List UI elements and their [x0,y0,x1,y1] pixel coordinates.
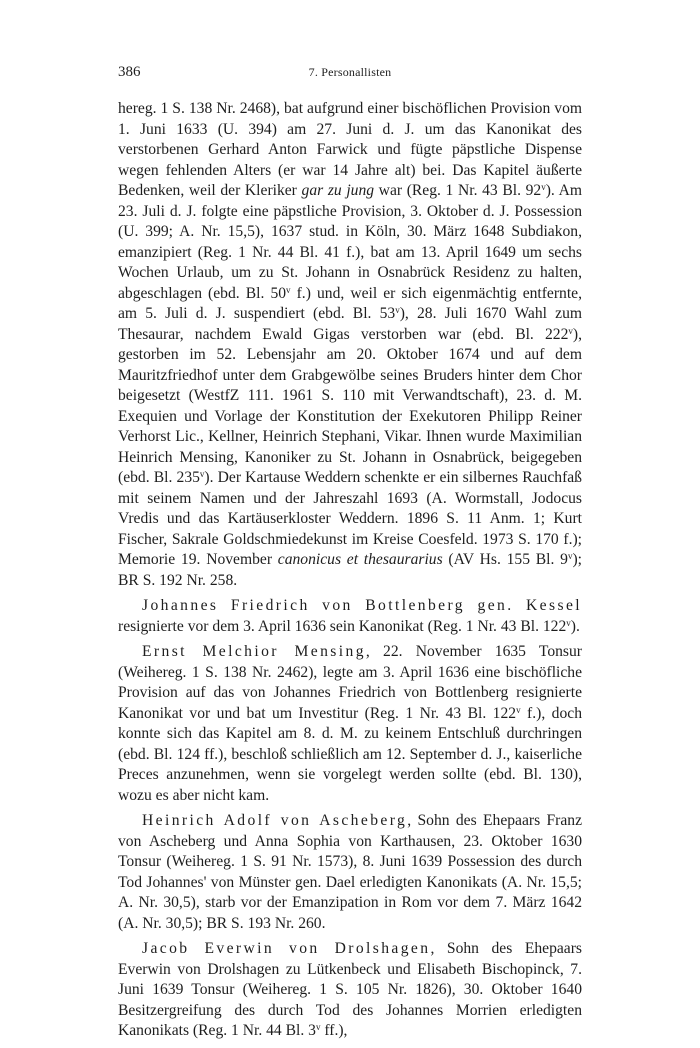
person-name: Johannes Friedrich von Bottlenberg gen. Kessel [142,597,582,614]
text-run: ). Am 23. Juli d. J. folgte eine päpstliche Provision, 3. Oktober d. J. Possession (U. 399; A. Nr. 15,5), 1637 stud. in Köln, 30. März 1648 Subdiakon, emanzipiert (Reg. 1 Nr. 44 Bl. 41 f.), bat am 13. April 1649 um sechs Wochen Urlaub, um zu St. Johann in Osnabrück Residenz zu halten, abgeschlagen (ebd. Bl. 50 [118,182,582,302]
superscript: v [541,182,546,192]
text-run: , 22. November 1635 Tonsur (Weihereg. 1 S. 138 Nr. 2462), legte am 3. April 1636 eine bischöfliche Provision auf das von Johannes Friedrich von Bottlenberg resignierte Kanonikat vor und bat um Investitur (Reg. 1 Nr. 43 Bl. 122 [118,643,582,722]
superscript: v [395,305,400,315]
text-run: (AV Hs. 155 Bl. 9 [442,551,568,568]
text-run: f.) und, weil er sich eigenmächtig entfernte, am 5. Juli d. J. suspendiert (ebd. Bl. 53 [118,284,582,322]
text-run: f.), doch konnte sich das Kapitel am 8. d. M. zu keinem Entschluß durchringen (ebd. Bl. 124 ff.), beschloß schließlich am 12. September d. J., kaiserliche Preces anzunehmen, wenn sie vorgelegt werden sollte (ebd. Bl. 130), wozu es aber nicht kam. [118,704,582,804]
running-title: 7. Personallisten [308,65,392,79]
person-name: Heinrich Adolf von Ascheberg [142,812,408,829]
superscript: v [199,469,205,479]
text-run: , Sohn des Ehepaars Franz von Ascheberg und Anna Sophia von Karthausen, 23. Oktober 1630 Tonsur (Weihereg. 1 S. 91 Nr. 1573), 8. Juni 1639 Possession des durch Tod Johannes' von Münster gen. Dael erledigten Kanonikats (A. Nr. 15,5; A. Nr. 30,5), starb vor der Emanzipation in Rom vor dem 7. März 1642 (A. Nr. 30,5); BR S. 193 Nr. 260. [118,812,582,932]
italic-quote: gar zu jung [301,182,375,199]
italic-quote: canonicus et thesaurarius [277,551,443,568]
superscript: v [566,617,571,628]
text-run: ). Der Kartause Weddern schenkte er ein silbernes Rauchfaß mit seinem Namen und der Jahreszahl 1693 (A. Wormstall, Jodocus Vredis und das Kartäuserkloster Weddern. 1896 S. 11 Anm. 1; Kurt Fischer, Sakrale Goldschmiedekunst im Kreise Coesfeld. 1973 S. 170 f.); Memorie 19. November [118,469,582,568]
text-run: ); BR S. 192 Nr. 258. [118,551,583,589]
text-run: , Sohn des Ehepaars Everwin von Drolshagen zu Lütkenbeck und Elisabeth Bischopinck, 7. Juni 1639 Tonsur (Weihereg. 1 S. 105 Nr. 1826), 30. Oktober 1640 Besitzergreifung des durch Tod des Johannes Morrien erledigten Kanonikats (Reg. 1 Nr. 44 Bl. 3 [118,940,582,1039]
superscript: v [516,704,521,715]
superscript: v [286,284,291,295]
page-number: 386 [118,64,141,80]
superscript: v [567,551,573,561]
text-run: resignierte vor dem 3. April 1636 sein Kanonikat (Reg. 1 Nr. 43 Bl. 122 [118,617,567,635]
text-run: ff.), [320,1022,348,1039]
paragraph-continuation [118,99,582,591]
person-name: Ernst Melchior Mensing [142,643,366,660]
text-run: ), 28. Juli 1670 Wahl zum Thesaurar, nachdem Ewald Gigas verstorben war (ebd. Bl. 222 [118,305,582,343]
text-run: ), gestorben im 52. Lebensjahr am 20. Oktober 1674 und auf dem Mauritzfriedhof unter dem Grabgewölbe seines Bruders hinter dem Chor beigesetzt (WestfZ 111. 1961 S. 110 mit Verwandtschaft), 23. d. M. Exequien und Vorlage der Konstitution der Exekutoren Philipp Reiner Verhorst Lic., Kellner, Heinrich Stephani, Vikar. Ihnen wurde Maximilian Heinrich Mensing, Kanoniker zu St. Johann in Osnabrück, beigegeben (ebd. Bl. 235 [118,325,582,486]
text-run: hereg. 1 S. 138 Nr. 2468), bat aufgrund einer bischöflichen Provision vom 1. Juni 1633 (U. 394) am 27. Juni d. J. um das Kanonikat des verstorbenen Gerhard Anton Farwick und fügte päpstliche Dispense wegen fehlenden Alters (er war 14 Jahre alt) bei. Das Kapitel äußerte Bedenken, weil der Kleriker [118,100,582,199]
text-run: war (Reg. 1 Nr. 43 Bl. 92 [374,182,542,199]
superscript: v [568,325,573,336]
text-run: ). [570,617,580,635]
person-name: Jacob Everwin von Drolshagen [142,940,431,957]
person-entry [118,642,582,806]
page-header [118,64,582,86]
person-entry [118,596,582,637]
person-entry [118,811,582,934]
page-body [118,99,582,1042]
person-entry [118,939,582,1042]
superscript: v [315,1022,321,1032]
